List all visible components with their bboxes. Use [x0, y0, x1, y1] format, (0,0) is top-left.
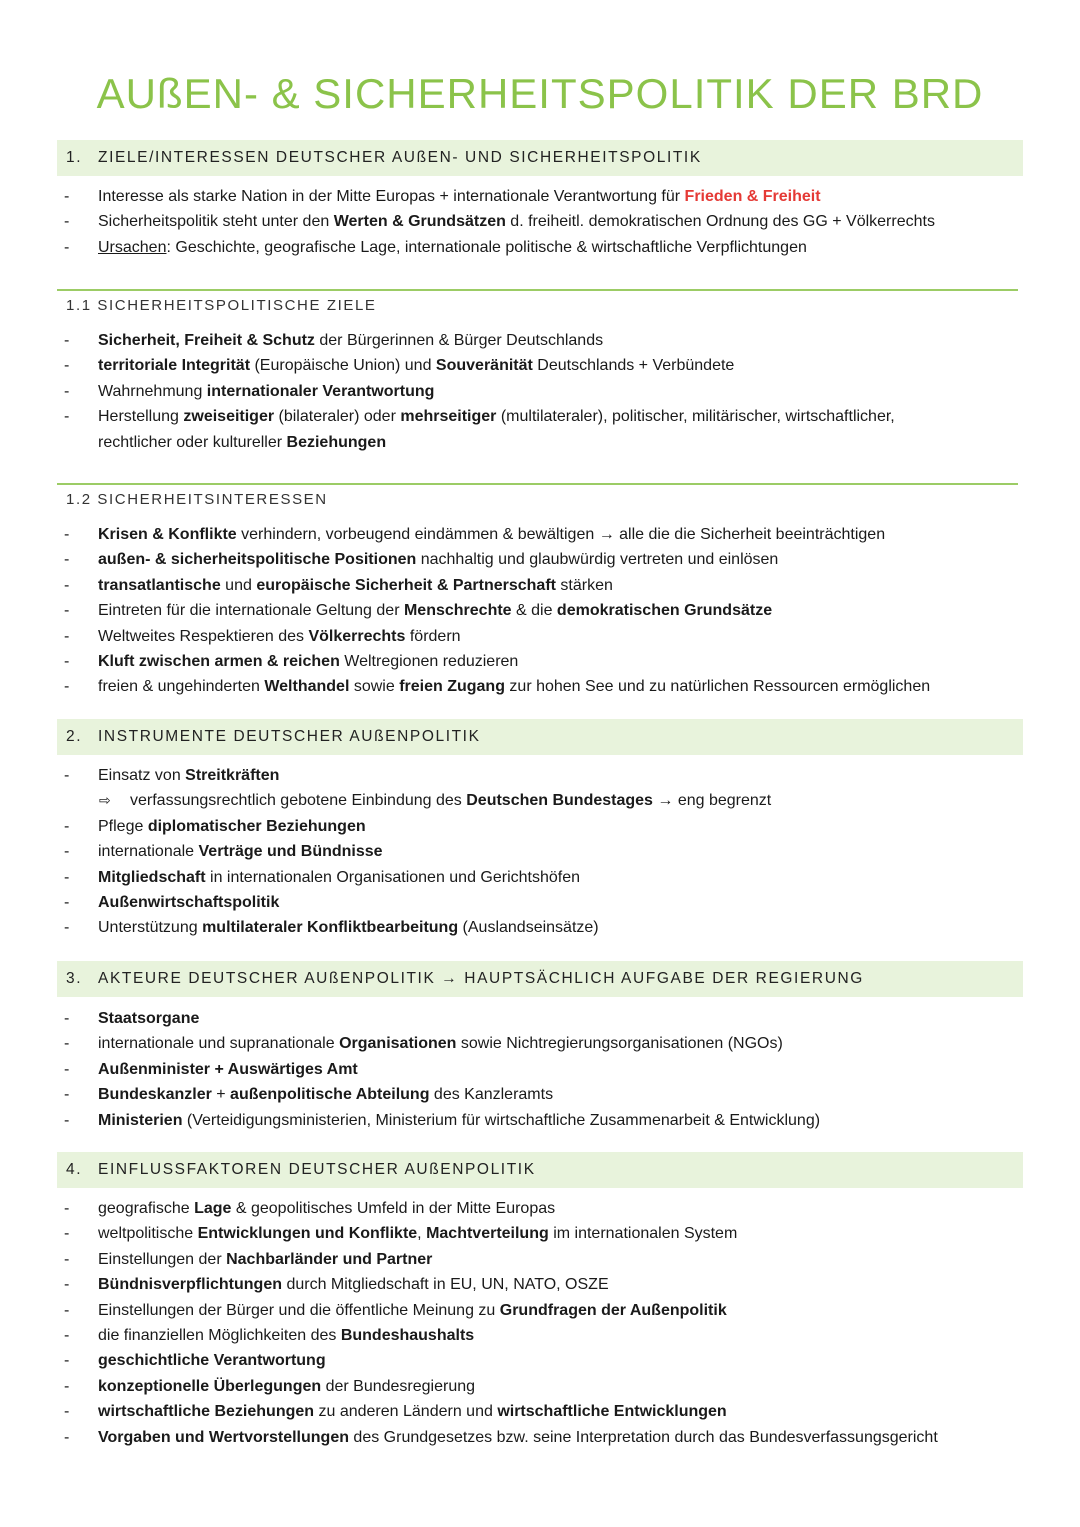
list-item: - Wahrnehmung internationaler Verantwortung	[64, 382, 435, 400]
section-heading: INSTRUMENTE DEUTSCHER AUßENPOLITIK	[98, 728, 481, 745]
list-item: - Interesse als starke Nation in der Mitte Europas + internationale Verantwortung für Frieden & Freiheit	[64, 188, 821, 205]
list-item: - wirtschaftliche Beziehungen zu anderen Ländern und wirtschaftliche Entwicklungen	[64, 1403, 727, 1421]
list-item: - Sicherheit, Freiheit & Schutz der Bürgerinnen & Bürger Deutschlands	[64, 332, 604, 349]
subsection-heading: 1.2 SICHERHEITSINTERESSEN	[66, 491, 328, 508]
section-heading: EINFLUSSFAKTOREN DEUTSCHER AUßENPOLITIK	[98, 1161, 536, 1178]
subsection-heading: 1.1 SICHERHEITSPOLITISCHE ZIELE	[66, 297, 377, 314]
section-3-list	[0, 1006, 1080, 1133]
list-item: - Einsatz von Streitkräften	[64, 767, 280, 784]
list-item: - Bündnisverpflichtungen durch Mitgliedschaft in EU, UN, NATO, OSZE	[64, 1276, 609, 1294]
list-item: - die finanziellen Möglichkeiten des Bundeshaushalts	[64, 1326, 475, 1344]
section-4-list	[0, 1196, 1080, 1450]
list-item: - transatlantische und europäische Sicherheit & Partnerschaft stärken	[64, 576, 613, 594]
section-number: 1.	[66, 149, 83, 166]
arrow-icon: ⇨	[99, 792, 111, 809]
list-item: - Ursachen: Geschichte, geografische Lage, internationale politische & wirtschaftliche Verpflichtungen	[64, 238, 807, 256]
subsection-1-2-header	[57, 483, 1018, 515]
list-item: - Unterstützung multilateraler Konfliktbearbeitung (Auslandseinsätze)	[64, 919, 599, 937]
section-heading: AKTEURE DEUTSCHER AUßENPOLITIK → HAUPTSÄCHLICH AUFGABE DER REGIERUNG	[98, 970, 864, 987]
list-item: - Einstellungen der Nachbarländer und Partner	[64, 1250, 433, 1268]
list-subitem: ⇨ verfassungsrechtlich gebotene Einbindung des Deutschen Bundestages → eng begrenzt	[0, 788, 1080, 813]
page-title: AUßEN- & SICHERHEITSPOLITIK DER BRD	[96, 70, 984, 117]
subsection-1-1-header	[57, 289, 1018, 321]
list-item: - Ministerien (Verteidigungsministerien, Ministerium für wirtschaftliche Zusammenarbeit & Entwicklung)	[64, 1111, 821, 1129]
list-item: - Einstellungen der Bürger und die öffentliche Meinung zu Grundfragen der Außenpolitik	[64, 1301, 727, 1319]
list-item: - Außenwirtschaftspolitik	[64, 893, 280, 911]
section-4-header	[57, 1152, 1023, 1188]
list-item: - konzeptionelle Überlegungen der Bundesregierung	[64, 1377, 476, 1395]
list-item: - Eintreten für die internationale Geltung der Menschrechte & die demokratischen Grundsätze	[64, 602, 773, 620]
list-item: - Krisen & Konflikte verhindern, vorbeugend eindämmen & bewältigen → alle die die Sicherheit beeinträchtigen	[64, 526, 886, 543]
list-item: - Mitgliedschaft in internationalen Organisationen und Gerichtshöfen	[64, 868, 581, 886]
list-item: - Sicherheitspolitik steht unter den Werten & Grundsätzen d. freiheitl. demokratischen Ordnung des GG + Völkerrechts	[64, 213, 935, 231]
list-item: - Kluft zwischen armen & reichen Weltregionen reduzieren	[64, 652, 519, 670]
list-item: - Bundeskanzler + außenpolitische Abteilung des Kanzleramts	[64, 1086, 554, 1104]
list-item: - territoriale Integrität (Europäische Union) und Souveränität Deutschlands + Verbündete	[64, 357, 735, 375]
list-item: - Weltweites Respektieren des Völkerrechts fördern	[64, 627, 461, 645]
list-item: - geografische Lage & geopolitisches Umfeld in der Mitte Europas	[64, 1200, 556, 1217]
section-number: 2.	[66, 728, 83, 745]
section-3-header	[57, 961, 1023, 997]
list-item: - Pflege diplomatischer Beziehungen	[64, 817, 366, 835]
list-item: - geschichtliche Verantwortung	[64, 1352, 326, 1370]
list-item: - weltpolitische Entwicklungen und Konflikte, Machtverteilung im internationalen System	[64, 1225, 738, 1243]
list-item: - Vorgaben und Wertvorstellungen des Grundgesetzes bzw. seine Interpretation durch das Bundesverfassungsgericht	[64, 1428, 938, 1446]
section-number: 4.	[66, 1161, 83, 1178]
list-item: - Herstellung zweiseitiger (bilateraler) oder mehrseitiger (multilateraler), politischer, militärischer, wirtschaftlicher,	[64, 408, 895, 426]
list-item: - internationale Verträge und Bündnisse	[64, 843, 383, 861]
section-number: 3.	[66, 970, 83, 987]
list-item: - Außenminister + Auswärtiges Amt	[64, 1060, 358, 1078]
list-item: - außen- & sicherheitspolitische Positionen nachhaltig und glaubwürdig vertreten und einlösen	[64, 551, 779, 569]
list-item: - internationale und supranationale Organisationen sowie Nichtregierungsorganisationen (NGOs)	[64, 1035, 783, 1053]
list-item: - freien & ungehinderten Welthandel sowie freien Zugang zur hohen See und zu natürlichen Ressourcen ermöglichen	[64, 678, 931, 696]
subsection-1-2-list	[0, 522, 1080, 700]
list-item-continuation: rechtlicher oder kultureller Beziehungen	[98, 433, 387, 451]
subsection-1-1-list	[0, 328, 1080, 455]
section-1-list	[0, 184, 1080, 260]
section-1-header	[57, 140, 1023, 176]
section-2-list	[0, 763, 1080, 941]
list-item: - Staatsorgane	[64, 1010, 200, 1027]
section-heading: ZIELE/INTERESSEN DEUTSCHER AUßEN- UND SICHERHEITSPOLITIK	[98, 149, 702, 166]
section-2-header	[57, 719, 1023, 755]
